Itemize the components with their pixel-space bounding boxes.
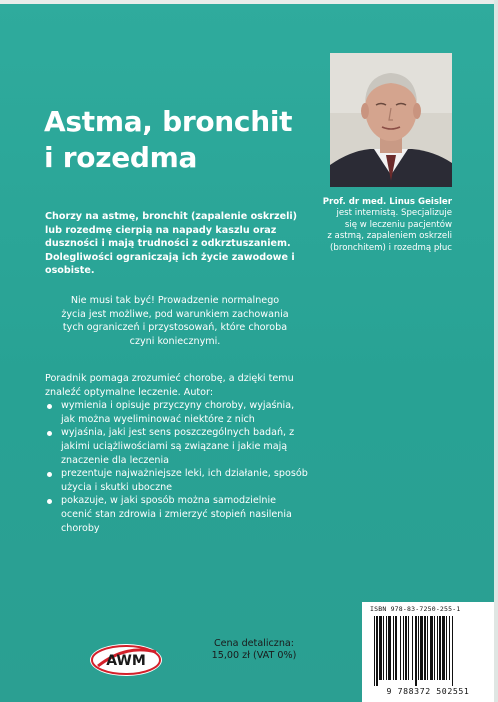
intro-paragraph: Chorzy na astmę, bronchit (zapalenie oskrzeli) lub rozedmę cierpią na napady kaszlu oraz duszności i mają trudności z odkrztuszaniem. Dolegliwości ograniczają ich życie zawodowe i osobiste. bbox=[45, 211, 298, 277]
barcode-bar bbox=[374, 616, 375, 686]
barcode-bar bbox=[400, 616, 401, 680]
book-title-line-1: Astma, bronchit bbox=[44, 105, 293, 138]
author-bio-line-1: jest internistą. Specjalizuje bbox=[336, 208, 452, 219]
feature-list-item: prezentuje najważniejsze leki, ich działanie, sposób użycia i skutki uboczne bbox=[45, 467, 310, 494]
barcode-bar bbox=[393, 616, 394, 680]
price-label: Cena detaliczna: bbox=[213, 638, 295, 649]
barcode-bar bbox=[420, 616, 423, 680]
barcode-bar bbox=[376, 616, 378, 686]
barcode-bar bbox=[446, 616, 447, 680]
barcode-bar bbox=[412, 616, 413, 680]
cover-top-edge bbox=[0, 0, 498, 4]
barcode-bar bbox=[388, 616, 391, 680]
author-name: Prof. dr med. Linus Geisler bbox=[322, 197, 452, 207]
cover-right-edge bbox=[494, 0, 498, 702]
author-bio-line-3: z astmą, zapaleniem oskrzeli bbox=[327, 231, 452, 242]
price-info bbox=[204, 638, 304, 662]
paragraph-2-line: Nie musi tak być! Prowadzenie normalnego bbox=[70, 295, 280, 306]
author-portrait-icon bbox=[330, 53, 452, 187]
barcode-bar bbox=[434, 616, 435, 680]
barcode-bar bbox=[427, 616, 428, 680]
feature-list-item: wymienia i opisuje przyczyny choroby, wyjaśnia, jak można wyeliminować niektóre z nich bbox=[45, 399, 310, 426]
publisher-logo-text: AWM bbox=[106, 653, 146, 669]
barcode-bar bbox=[408, 616, 409, 680]
awm-logo-icon bbox=[86, 640, 196, 680]
barcode-bar bbox=[383, 616, 384, 680]
barcode-bar bbox=[442, 616, 445, 680]
book-title bbox=[44, 104, 344, 176]
barcode-bar bbox=[424, 616, 426, 680]
barcode-bar bbox=[437, 616, 438, 680]
book-title-line-2: i rozedma bbox=[44, 141, 198, 174]
price-value: 15,00 zł (VAT 0%) bbox=[211, 650, 297, 661]
ean-number: 9 788372 502551 bbox=[386, 686, 470, 696]
barcode-bar bbox=[430, 616, 433, 680]
barcode-bars-icon bbox=[374, 616, 482, 686]
paragraph-2-line: tych ograniczeń i przystosowań, które choroba bbox=[62, 322, 288, 334]
paragraph-3 bbox=[45, 372, 310, 535]
feature-list bbox=[45, 399, 310, 535]
feature-list-item: pokazuje, w jaki sposób można samodzielnie ocenić stan zdrowia i zmierzyć stopień nasilenia choroby bbox=[45, 494, 310, 535]
isbn-number: ISBN 978-83-7250-255-1 bbox=[370, 605, 461, 613]
author-photo bbox=[330, 53, 452, 187]
feature-list-item: wyjaśnia, jaki jest sens poszczególnych badań, z jakimi uciążliwościami są związane i jakie mają znaczenie dla leczenia bbox=[45, 426, 310, 467]
paragraph-3-lead: Poradnik pomaga zrozumieć chorobę, a dzięki temu znaleźć optymalne leczenie. Autor: bbox=[45, 373, 294, 398]
publisher-logo bbox=[86, 640, 196, 684]
barcode-bar bbox=[405, 616, 407, 680]
barcode bbox=[362, 602, 494, 702]
paragraph-2-line: życia jest możliwe, pod warunkiem zachowania bbox=[61, 308, 289, 320]
barcode-bar bbox=[415, 616, 417, 686]
barcode-bar bbox=[452, 616, 453, 686]
barcode-bar bbox=[418, 616, 419, 680]
author-bio-line-2: się w leczeniu pacjentów bbox=[344, 219, 452, 230]
barcode-bar bbox=[439, 616, 441, 680]
barcode-bar bbox=[449, 616, 450, 680]
author-bio-line-4: (bronchitem) i rozedmą płuc bbox=[330, 242, 452, 253]
barcode-bar bbox=[395, 616, 397, 680]
barcode-bar bbox=[379, 616, 382, 680]
author-note bbox=[320, 197, 452, 254]
paragraph-2-line: czyni koniecznymi. bbox=[129, 335, 221, 347]
paragraph-2 bbox=[45, 294, 305, 348]
barcode-bar bbox=[386, 616, 387, 680]
barcode-bar bbox=[403, 616, 404, 680]
